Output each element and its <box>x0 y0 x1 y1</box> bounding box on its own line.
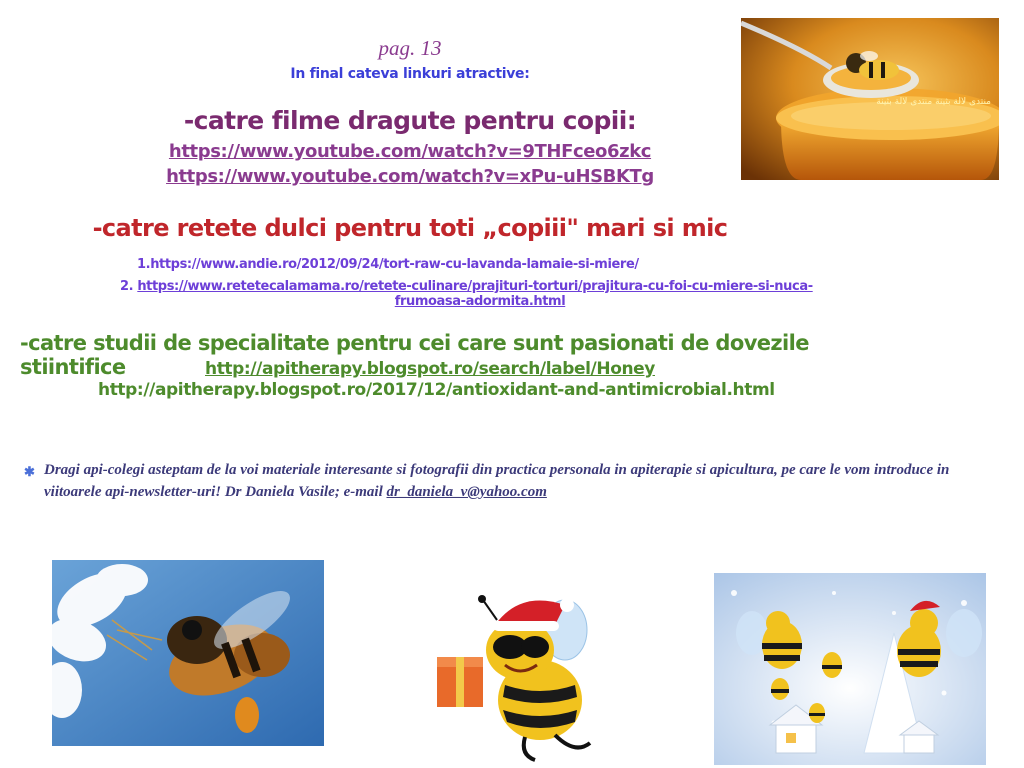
contributors-note <box>24 459 1004 503</box>
study-link-2[interactable]: http://apitherapy.blogspot.ro/2017/12/antioxidant-and-antimicrobial.html <box>98 380 775 400</box>
santa-bee-illustration <box>425 585 615 765</box>
recipe-link-2[interactable]: https://www.retetecalamama.ro/retete-culinare/prajituri-torturi/prajitura-cu-foi-cu-miere-si-nuca- <box>137 279 813 294</box>
film-link-2[interactable]: https://www.youtube.com/watch?v=xPu-uHSBKTg <box>166 166 654 187</box>
studies-heading: -catre studii de specialitate pentru cei care sunt pasionati de dovezile stiintifice <box>20 331 809 379</box>
study-link-1[interactable]: http://apitherapy.blogspot.ro/search/label/Honey <box>205 359 655 379</box>
bee-on-flower-image <box>52 560 324 746</box>
intro-text: In final cateva linkuri atractive: <box>290 66 530 82</box>
honey-bee-spoon-image <box>741 18 999 180</box>
winter-bees-image <box>714 573 986 765</box>
winter-bees-illustration <box>714 573 986 765</box>
recipe-link-1[interactable]: https://www.andie.ro/2012/09/24/tort-raw-cu-lavanda-lamaie-si-miere/ <box>150 257 639 272</box>
asterisk-bullet-icon: ✱ <box>24 464 35 479</box>
recipe-number-2: 2. <box>120 279 138 294</box>
recipes-heading: -catre retete dulci pentru toti „copiii" mari si mic <box>92 214 728 242</box>
recipe-item-1 <box>137 257 639 272</box>
film-link-1[interactable]: https://www.youtube.com/watch?v=9THFceo6zkc <box>168 141 652 162</box>
note-text: Dragi api-colegi asteptam de la voi materiale interesante si fotografii din practica personala in apiterapie si apicultura, pe care le vom introduce in viitoarele api-newsletter-uri! Dr Daniela Vasile; e-mail <box>44 462 950 500</box>
films-heading: -catre filme dragute pentru copii: <box>183 106 637 135</box>
santa-bee-gift-image <box>425 585 615 765</box>
bee-flower-illustration <box>52 560 324 746</box>
recipe-item-2 <box>120 279 840 309</box>
recipe-number-1: 1. <box>137 257 151 272</box>
recipe-link-2-continued[interactable]: frumoasa-adormita.html <box>394 294 566 309</box>
honey-illustration <box>741 18 999 180</box>
email-link[interactable]: dr_daniela_v@yahoo.com <box>386 484 547 500</box>
page-number: pag. 13 <box>378 36 442 60</box>
honey-watermark: منتدى لالة بثينة منتدى لالة بثينة <box>876 97 991 107</box>
